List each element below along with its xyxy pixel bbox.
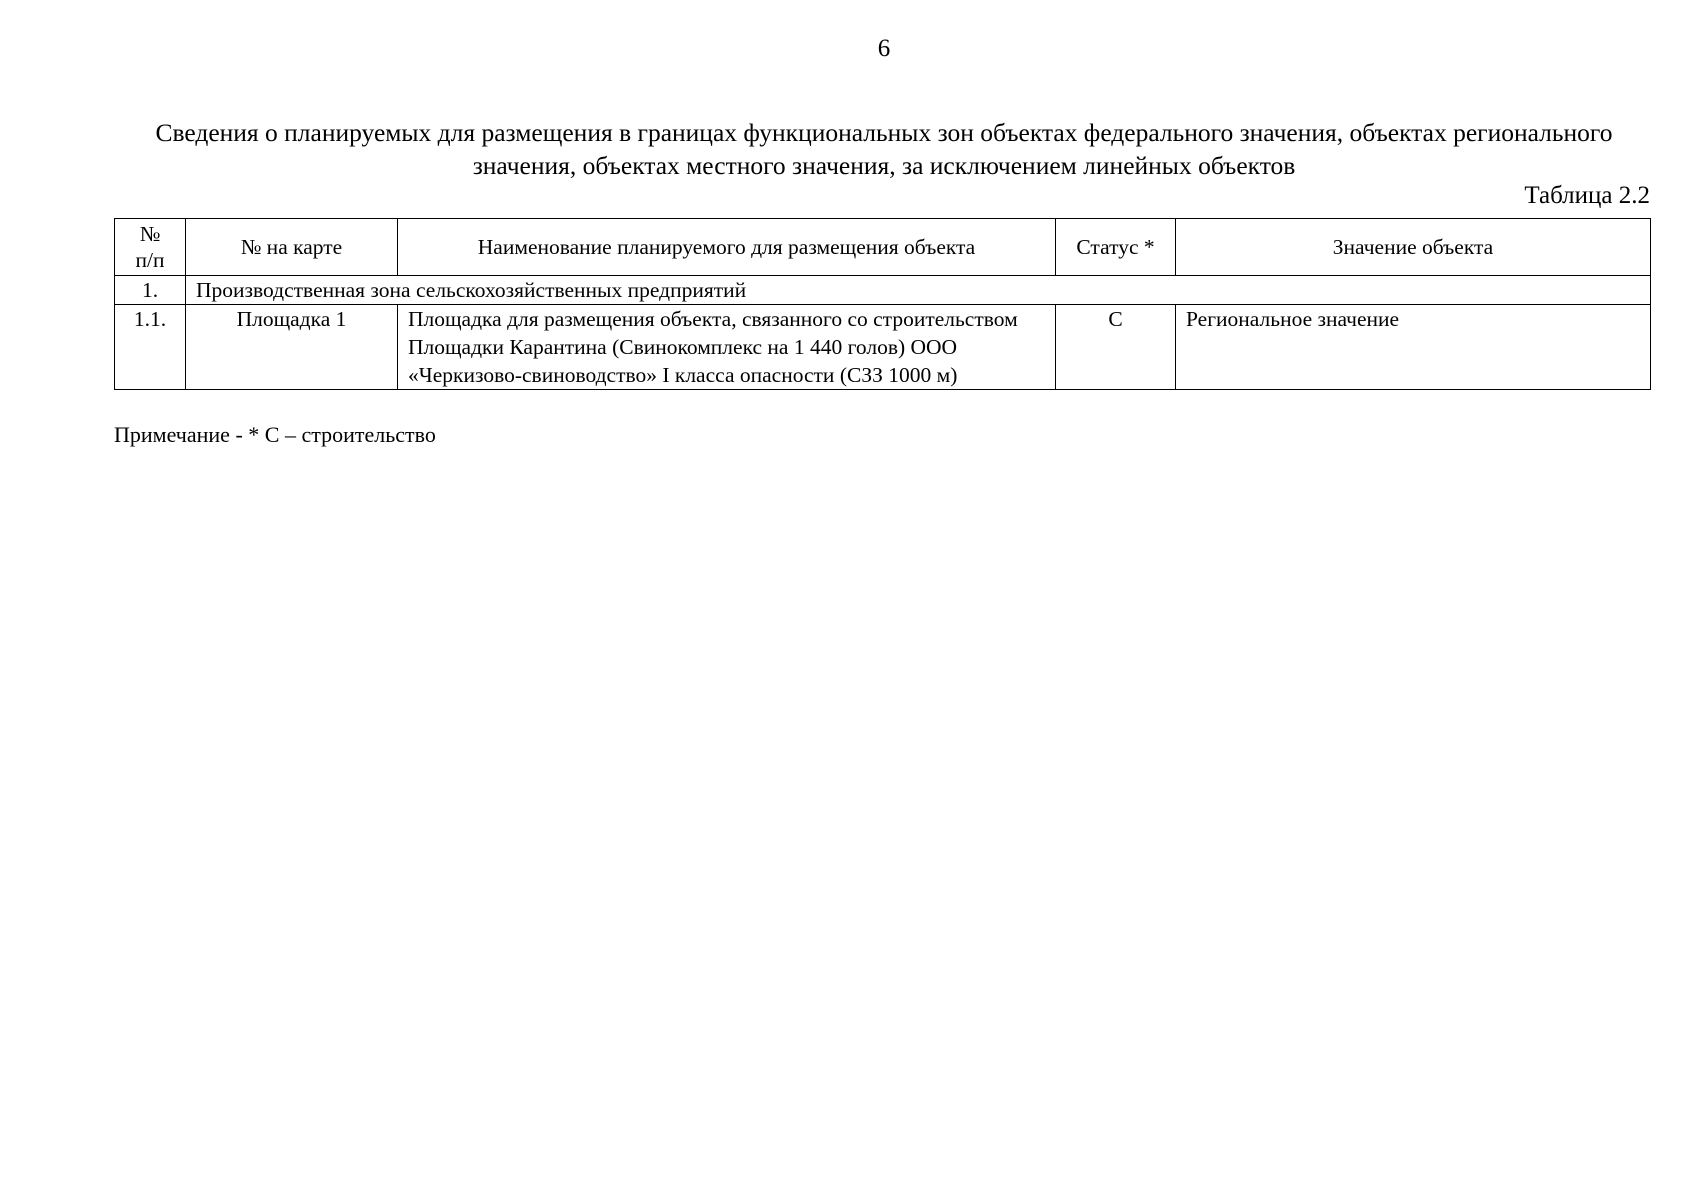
section-title: Производственная зона сельскохозяйственных предприятий	[186, 276, 1651, 305]
row-name: Площадка для размещения объекта, связанного со строительством Площадки Карантина (Свинокомплекс на 1 440 голов) ООО «Черкизово-свиноводство» I класса опасности (СЗЗ 1000 м)	[398, 305, 1056, 390]
table-label: Таблица 2.2	[1524, 182, 1650, 209]
objects-table	[114, 218, 1651, 390]
section-row	[115, 276, 1651, 305]
table-row	[115, 305, 1651, 390]
row-map-no: Площадка 1	[186, 305, 398, 390]
table-note: Примечание - * С – строительство	[114, 422, 436, 447]
row-significance: Региональное значение	[1176, 305, 1651, 390]
header-num-bottom: п/п	[135, 248, 165, 272]
section-num: 1.	[115, 276, 186, 305]
row-num: 1.1.	[115, 305, 186, 390]
header-significance: Значение объекта	[1176, 219, 1651, 276]
header-name: Наименование планируемого для размещения объекта	[398, 219, 1056, 276]
header-map-no: № на карте	[186, 219, 398, 276]
table-header-row	[115, 219, 1651, 276]
document-title: Сведения о планируемых для размещения в границах функциональных зон объектах федерального значения, объектах регионального значения, объектах местного значения, за исключением линейных объектов	[155, 118, 1613, 180]
header-status: Статус *	[1056, 219, 1176, 276]
header-num	[115, 219, 186, 276]
header-num-top: №	[139, 222, 161, 246]
row-status: С	[1056, 305, 1176, 390]
page-number: 6	[877, 35, 891, 62]
